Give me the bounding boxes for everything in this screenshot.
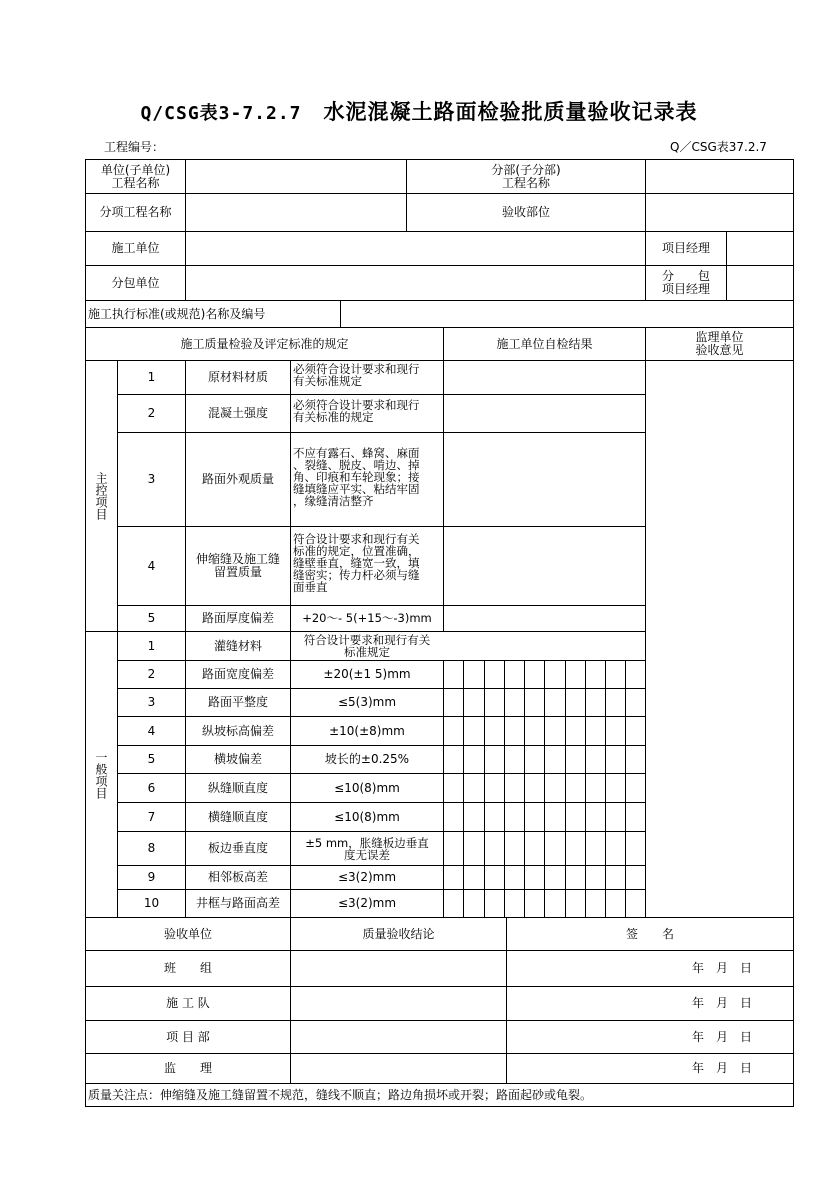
main-item-requirement: +20～- 5(+15～-3)mm (302, 611, 432, 625)
supervision-column-header: 监理单位 验收意见 (695, 330, 744, 357)
general-item-number: 1 (147, 638, 156, 653)
standard-label: 施工执行标准(或规范)名称及编号 (88, 306, 266, 321)
main-item-number: 2 (147, 406, 156, 420)
general-item-number: 2 (147, 667, 156, 681)
main-item-number: 4 (147, 558, 156, 573)
general-item-number: 6 (147, 780, 156, 795)
signature-date: 年 月 日 (691, 996, 752, 1010)
general-item-requirement: 坡长的±0.25% (324, 752, 410, 766)
acceptance-unit-team: 班 组 (163, 961, 212, 975)
quality-note: 质量关注点：伸缩缝及施工缝留置不规范，缝线不顺直；路边角损坏或开裂；路面起砂或龟裂。 (88, 1087, 593, 1102)
main-item-number: 1 (147, 370, 156, 384)
general-item-name: 纵缝顺直度 (207, 780, 268, 795)
sub-item-project-label: 分项工程名称 (99, 205, 172, 219)
unit-project-label: 单位(子单位) 工程名称 (100, 162, 171, 190)
general-item-requirement: ≤5(3)mm (337, 695, 397, 709)
general-item-requirement: ≤10(8)mm (334, 809, 400, 824)
main-item-requirement: 必须符合设计要求和现行 有关标准规定 (293, 363, 420, 388)
general-item-requirement: ≤3(2)mm (337, 870, 397, 884)
general-item-name: 纵坡标高偏差 (201, 723, 274, 738)
general-item-number: 8 (147, 841, 156, 855)
main-item-requirement: 符合设计要求和现行有关 标准的规定，位置准确， 缝壁垂直，缝宽一致，填 缝密实；传力杆必须与缝 面垂直 (293, 533, 420, 594)
general-item-name: 横坡偏差 (213, 752, 262, 766)
general-item-number: 5 (147, 752, 156, 766)
general-item-requirement: 符合设计要求和现行有关 标准规定 (303, 633, 431, 659)
acceptance-part-label: 验收部位 (501, 205, 550, 219)
construction-unit-label: 施工单位 (111, 241, 160, 255)
form-code-title: Q/CSG表3-7.2.7 (140, 103, 302, 124)
main-item-name: 路面外观质量 (201, 472, 274, 486)
subcontract-manager-label: 分 包 项目经理 (661, 269, 710, 296)
self-check-column-header: 施工单位自检结果 (496, 336, 593, 351)
general-item-requirement: ≤3(2)mm (337, 896, 397, 910)
general-item-requirement: ≤10(8)mm (334, 780, 400, 795)
main-item-requirement: 不应有露石、蜂窝、麻面 、裂缝、脱皮、啃边、掉 角、印痕和车轮现象；接 缝填缝应平实、粘结牢固 ，缘缝清洁整齐 (293, 447, 420, 508)
main-item-name: 伸缩缝及施工缝 留置质量 (195, 552, 280, 579)
main-item-name: 混凝土强度 (207, 406, 268, 420)
general-item-requirement: ±20(±1 5)mm (323, 667, 411, 681)
general-item-requirement: ±10(±8)mm (329, 723, 405, 738)
main-item-name: 路面厚度偏差 (201, 611, 274, 625)
general-item-name: 井框与路面高差 (195, 896, 280, 910)
main-item-number: 3 (147, 472, 156, 486)
main-item-requirement: 必须符合设计要求和现行 有关标准的规定 (293, 399, 420, 424)
general-item-name: 相邻板高差 (207, 870, 268, 884)
acceptance-conclusion-header: 质量验收结论 (362, 926, 435, 941)
general-item-number: 9 (147, 870, 156, 884)
signature-header: 签 名 (625, 926, 674, 941)
general-item-number: 3 (147, 695, 156, 709)
general-item-name: 横缝顺直度 (207, 809, 268, 824)
general-item-number: 4 (147, 723, 156, 738)
general-item-requirement: ±5 mm，胀缝板边垂直 度无误差 (305, 835, 429, 862)
criteria-column-header: 施工质量检验及评定标准的规定 (180, 336, 349, 351)
signature-date: 年 月 日 (691, 1029, 752, 1044)
general-item-name: 板边垂直度 (207, 841, 268, 855)
general-item-name: 路面宽度偏差 (201, 667, 274, 681)
project-manager-label: 项目经理 (661, 241, 710, 255)
acceptance-unit-crew: 施 工 队 (166, 996, 210, 1010)
general-item-number: 7 (147, 809, 156, 824)
main-item-number: 5 (147, 611, 156, 625)
general-item-number: 10 (143, 896, 160, 910)
form-name-title: 水泥混凝土路面检验批质量验收记录表 (323, 100, 698, 124)
acceptance-unit-header: 验收单位 (163, 926, 212, 941)
signature-date: 年 月 日 (691, 1061, 752, 1075)
subcontract-unit-label: 分包单位 (111, 275, 160, 290)
acceptance-unit-project-dept: 项 目 部 (166, 1029, 210, 1044)
project-number-label: 工程编号： (104, 140, 165, 154)
form-code: Q／CSG表37.2.7 (670, 140, 767, 154)
main-items-label: 主控项目 (94, 472, 108, 520)
general-item-name: 路面平整度 (207, 695, 268, 709)
acceptance-unit-supervision: 监 理 (163, 1061, 212, 1075)
main-item-name: 原材料材质 (207, 370, 268, 384)
general-item-name: 灌缝材料 (213, 638, 262, 653)
general-items-label: 一般项目 (94, 750, 108, 799)
division-project-label: 分部(子分部) 工程名称 (491, 162, 561, 190)
signature-date: 年 月 日 (691, 961, 752, 975)
